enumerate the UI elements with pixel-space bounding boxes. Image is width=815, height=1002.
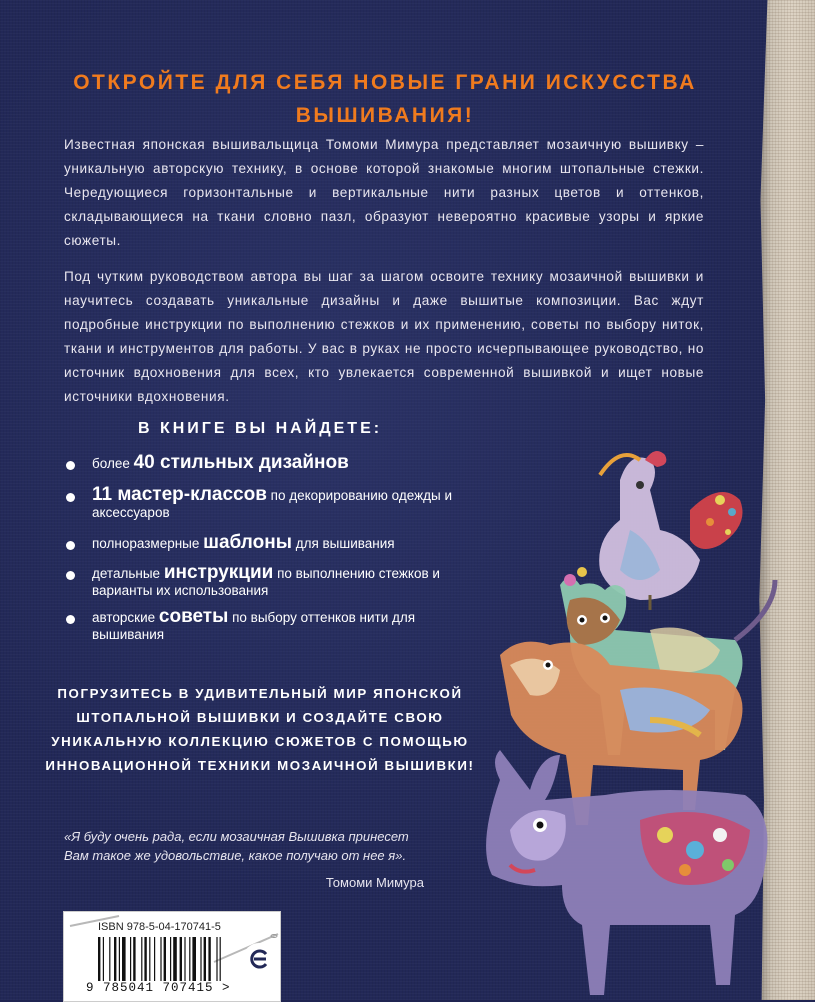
intro-paragraph-2: Под чутким руководством автора вы шаг за шагом освоите технику мозаичной вышивки и научитесь создавать уникальные дизайны и даже вышитые композиции. Вас ждут подробные инструкции по выполнению стежков и их применению, советы по выбору ниток, ткани и инструментов для работы. У вас в руках не просто исчерпывающее руководство, но источник вдохновения для всех, кто увлекается современной вышивкой и ищет новые источники вдохновения. [64,269,704,404]
rooster-figure [599,451,742,610]
publisher-logo-icon [242,942,276,976]
feature-highlight: шаблоны [203,532,292,553]
bullet-dot-icon [66,493,75,502]
closing-text: ПОГРУЗИТЕСЬ В УДИВИТЕЛЬНЫЙ МИР ЯПОНСКОЙ ШТОПАЛЬНОЙ ВЫШИВКИ И СОЗДАЙТЕ СВОЮ УНИКАЛЬНУЮ КОЛЛЕКЦИЮ СЮЖЕТОВ С ПОМОЩЬЮ ИННОВАЦИОННОЙ ТЕХНИКИ МОЗАИЧНОЙ ВЫШИВКИ! [45,686,475,773]
feature-highlight: 11 мастер-классов [92,484,267,505]
headline: ОТКРОЙТЕ ДЛЯ СЕБЯ НОВЫЕ ГРАНИ ИСКУССТВА ВЫШИВАНИЯ! [73,71,697,127]
barcode-bar [149,937,150,981]
bullet-dot-icon [66,571,75,580]
feature-highlight: 40 стильных дизайнов [133,452,349,473]
barcode-bar [109,937,110,981]
barcode-bar [103,937,104,981]
embroidered-animals-illustration [470,440,800,1000]
barcode-number: 9 785041 707415 > [86,981,231,995]
isbn-text: ISBN 978-5-04-170741-5 [98,921,221,933]
barcode-bar [200,937,201,981]
barcode-bar [189,937,190,981]
list-item [66,486,512,521]
barcode-bar [220,937,221,981]
barcode-bar [154,937,155,981]
feature-text: по выбору оттенков нити для вышивания [92,610,416,642]
barcode-bar [184,937,185,981]
barcode-bar [144,937,146,981]
barcode-bar [164,937,166,981]
list-item [66,564,472,599]
quote-author: Томоми Мимура [325,875,424,890]
feature-highlight: инструкции [163,562,274,583]
barcode-bar [216,937,217,981]
features-title: В КНИГЕ ВЫ НАЙДЕТЕ: [137,420,383,437]
feature-text: более [92,456,134,471]
barcode-bar [204,937,206,981]
barcode-bar [98,937,100,981]
feature-text: полноразмерные [92,536,204,551]
barcode-bar [141,937,142,981]
feature-text: детальные [92,566,164,581]
feature-text: авторские [92,610,159,625]
barcode-bar [114,937,116,981]
barcode-bar [170,937,171,981]
barcode-bar [119,937,120,981]
barcode-bar [133,937,135,981]
bullet-dot-icon [66,461,75,470]
list-item [66,608,472,643]
barcode-bar [160,937,161,981]
author-quote: «Я буду очень рада, если мозаичная Вышивка принесет Вам такое же удовольствие, какое получаю от нее я». [64,829,409,863]
intro-paragraph-1: Известная японская вышивальщица Томоми Мимура представляет мозаичную вышивку – уникальную авторскую технику, в основе которой знакомые многим штопальные стежки. Чередующиеся горизонтальные и вертикальные нити разных цветов и оттенков, складывающиеся на ткани словно пазл, образуют невероятно красивые узоры и яркие сюжеты. [64,137,704,248]
list-item [66,534,395,552]
barcode-bar [208,937,210,981]
barcode-bar [122,937,126,981]
barcode-bar [192,937,196,981]
barcode-bar [180,937,182,981]
feature-highlight: советы [158,606,229,627]
bullet-dot-icon [66,615,75,624]
list-item [66,454,349,472]
donkey-figure [486,750,767,995]
feature-text: по выполнению стежков и варианты их использования [92,566,440,598]
bullet-dot-icon [66,541,75,550]
feature-text: по декорированию одежды и аксессуаров [92,488,452,520]
barcode-bar [173,937,177,981]
barcode-bar [130,937,131,981]
feature-text: для вышивания [291,536,395,551]
